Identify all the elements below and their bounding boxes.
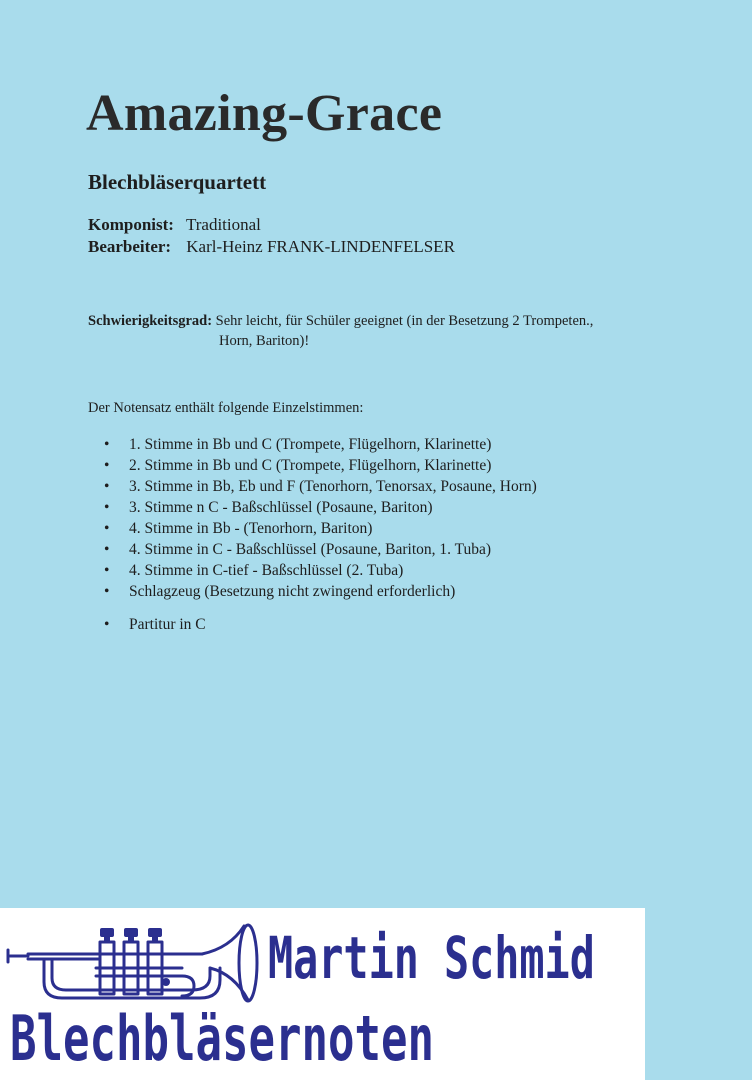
list-item: • 3. Stimme in Bb, Eb und F (Tenorhorn, Tenorsax, Posaune, Horn) xyxy=(104,476,537,497)
parts-intro: Der Notensatz enthält folgende Einzelstimmen: xyxy=(88,400,364,416)
list-item: • 4. Stimme in C-tief - Baßschlüssel (2. Tuba) xyxy=(104,560,537,581)
page-title: Amazing-Grace xyxy=(86,85,443,142)
difficulty-text-line1: Sehr leicht, für Schüler geeignet (in der Besetzung 2 Trompeten., xyxy=(215,313,594,329)
difficulty-label: Schwierigkeitsgrad: xyxy=(88,313,213,329)
arranger-label: Bearbeiter: xyxy=(88,237,172,256)
difficulty-text-line2: Horn, Bariton)! xyxy=(219,333,310,349)
arranger-value: Karl-Heinz FRANK-LINDENFELSER xyxy=(186,237,455,256)
publisher-name-line2: Blechbläsernoten xyxy=(10,1002,435,1075)
parts-list xyxy=(104,434,537,602)
composer-value: Traditional xyxy=(185,215,261,234)
score-list xyxy=(104,614,206,635)
subtitle: Blechbläserquartett xyxy=(88,170,267,194)
score-item: • Partitur in C xyxy=(104,614,206,635)
publisher-name-line1: Martin Schmid xyxy=(268,924,595,992)
composer-row xyxy=(88,214,455,236)
list-item: • 3. Stimme n C - Baßschlüssel (Posaune, Bariton) xyxy=(104,497,537,518)
arranger-row xyxy=(88,236,455,258)
list-item: • 1. Stimme in Bb und C (Trompete, Flügelhorn, Klarinette) xyxy=(104,434,537,455)
list-item: • 4. Stimme in Bb - (Tenorhorn, Bariton) xyxy=(104,518,537,539)
publisher-banner xyxy=(0,908,645,1080)
credits xyxy=(88,214,455,258)
composer-label: Komponist: xyxy=(88,215,174,234)
list-item: • 2. Stimme in Bb und C (Trompete, Flügelhorn, Klarinette) xyxy=(104,455,537,476)
list-item: • Schlagzeug (Besetzung nicht zwingend erforderlich) xyxy=(104,581,537,602)
trumpet-icon xyxy=(4,916,266,1014)
list-item: • 4. Stimme in C - Baßschlüssel (Posaune, Bariton, 1. Tuba) xyxy=(104,539,537,560)
difficulty xyxy=(88,311,593,351)
